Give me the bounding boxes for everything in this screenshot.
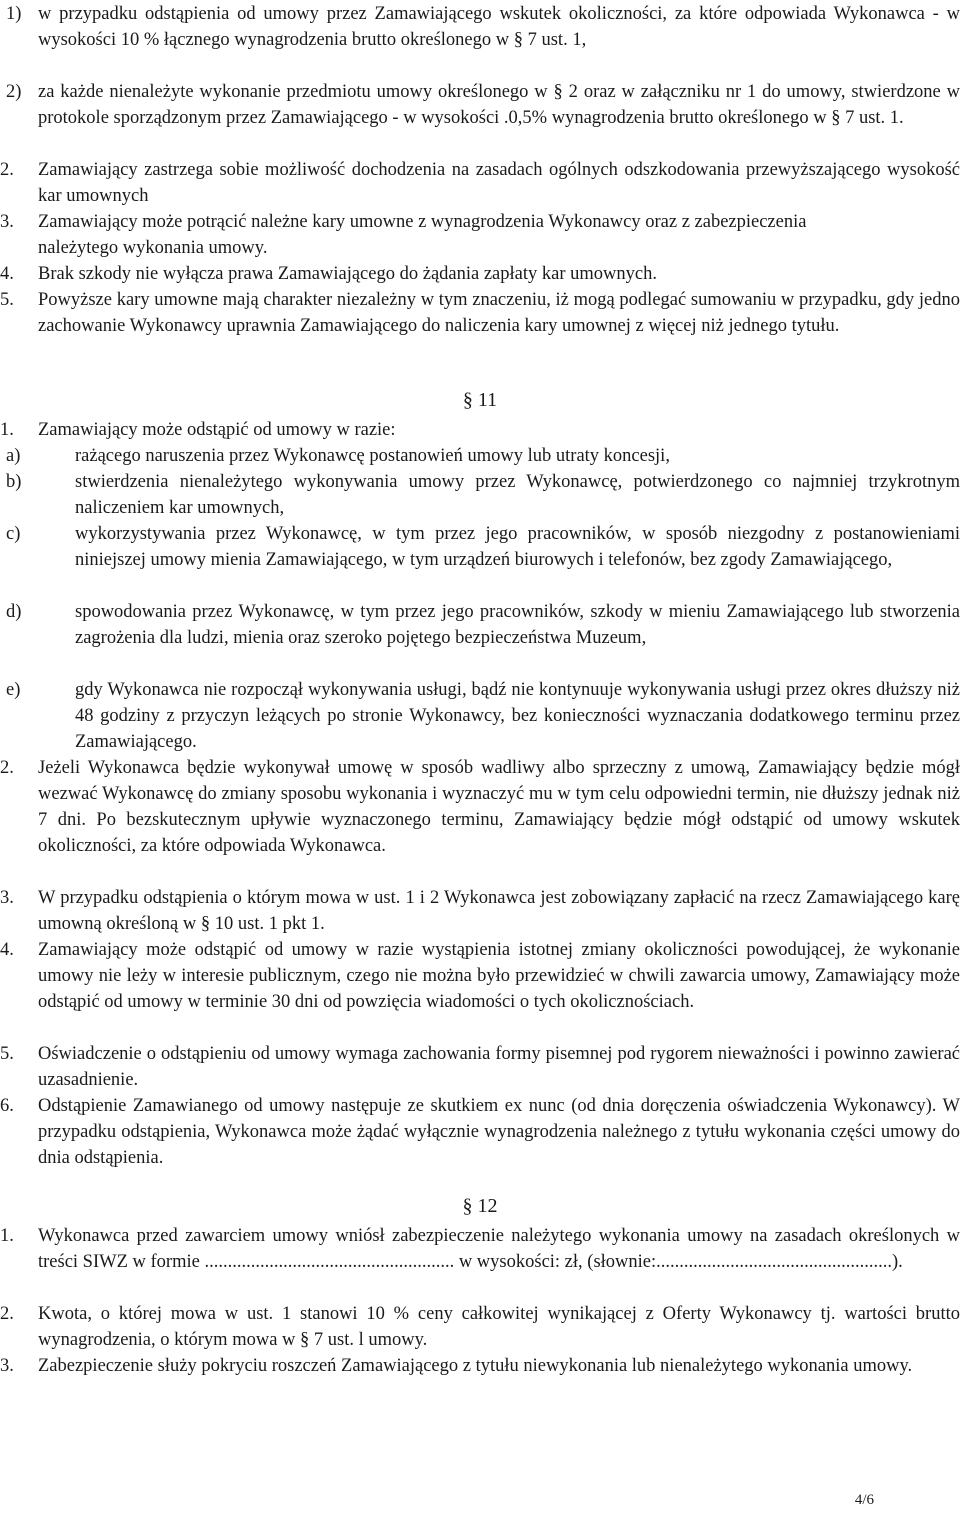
paragraph-text: Wykonawca przed zawarciem umowy wniósł zabezpieczenie należytego wykonania umowy na zasadach określonych w treści SIWZ w formie ...................................................... w wysokości: zł, (słownie:...................................................).	[38, 1226, 960, 1272]
paragraph-number: 1.	[0, 420, 14, 440]
item-text: rażącego naruszenia przez Wykonawcę postanowień umowy lub utraty koncesji,	[75, 446, 670, 466]
paragraph-number: 4.	[0, 940, 14, 960]
paragraph-text: Oświadczenie o odstąpieniu od umowy wymaga zachowania formy pisemnej pod rygorem nieważności i powinno zawierać uzasadnienie.	[38, 1044, 960, 1090]
section-heading: § 11	[462, 389, 498, 411]
section-11	[0, 387, 960, 1171]
section-heading: § 12	[462, 1195, 498, 1217]
paragraph-number: 3.	[0, 1356, 14, 1376]
item-letter: a)	[6, 446, 21, 466]
item-text: w przypadku odstąpienia od umowy przez Zamawiającego wskutek okoliczności, za które odpowiada Wykonawca - w wysokości 10 % łącznego wynagrodzenia brutto określonego w § 7 ust. 1,	[38, 4, 960, 50]
paragraph-number: 4.	[0, 264, 14, 284]
paragraph-number: 6.	[0, 1096, 14, 1116]
item-letter: d)	[6, 602, 22, 622]
item-number: 1)	[6, 4, 22, 24]
paragraph-text: Zamawiający zastrzega sobie możliwość dochodzenia na zasadach ogólnych odszkodowania przewyższającego wysokość kar umownych	[38, 160, 960, 206]
paragraph-number: 5.	[0, 1044, 14, 1064]
list-item	[0, 521, 960, 599]
item-number: 2)	[6, 82, 22, 102]
withdrawal-reasons-list	[0, 443, 960, 755]
paragraph-text: Jeżeli Wykonawca będzie wykonywał umowę w sposób wadliwy albo sprzeczny z umową, Zamawiający będzie mógł wezwać Wykonawcę do zmiany sposobu wykonania i wyznaczyć mu w tym celu odpowiedni termin, nie dłuższy jednak niż 7 dni. Po bezskutecznym upływie wyznaczonego terminu, Zamawiający będzie mógł odstąpić od umowy wskutek okoliczności, za które odpowiada Wykonawca.	[38, 758, 960, 856]
paragraph-text: W przypadku odstąpienia o którym mowa w ust. 1 i 2 Wykonawca jest zobowiązany zapłacić na rzecz Zamawiającego karę umowną określoną w § 10 ust. 1 pkt 1.	[38, 888, 960, 934]
paragraph-text: Zamawiający może potrącić należne kary umowne z wynagrodzenia Wykonawcy oraz z zabezpieczenia należytego wykonania umowy.	[38, 212, 807, 258]
paragraph	[0, 755, 960, 885]
paragraph	[0, 1301, 960, 1353]
paragraph-text: Brak szkody nie wyłącza prawa Zamawiającego do żądania zapłaty kar umownych.	[38, 264, 657, 284]
paragraph-text: Zabezpieczenie służy pokryciu roszczeń Zamawiającego z tytułu niewykonania lub nienależytego wykonania umowy.	[38, 1356, 913, 1376]
list-item	[0, 1, 960, 79]
paragraph	[0, 287, 960, 365]
paragraph-number: 5.	[0, 290, 14, 310]
paragraph-number: 2.	[0, 758, 14, 778]
paragraph	[0, 157, 960, 209]
paragraph-number: 3.	[0, 888, 14, 908]
item-text: za każde nienależyte wykonanie przedmiotu umowy określonego w § 2 oraz w załączniku nr 1 do umowy, stwierdzone w protokole sporządzonym przez Zamawiającego - w wysokości .0,5% wynagrodzenia brutto określonego w § 7 ust. 1.	[38, 82, 960, 128]
section-12	[0, 1193, 960, 1405]
paragraph-text: Zamawiający może odstąpić od umowy w razie wystąpienia istotnej zmiany okoliczności powodującej, że wykonanie umowy nie leży w interesie publicznym, czego nie można było przewidzieć w chwili zawarcia umowy, Zamawiający może odstąpić od umowy w terminie 30 dni od powzięcia wiadomości o tych okolicznościach.	[38, 940, 960, 1012]
item-text: wykorzystywania przez Wykonawcę, w tym przez jego pracowników, w sposób niezgodny z postanowieniami niniejszej umowy mienia Zamawiającego, w tym urządzeń biurowych i telefonów, bez zgody Zamawiającego,	[75, 524, 960, 570]
paragraph-number: 2.	[0, 160, 14, 180]
list-item	[0, 443, 960, 469]
paragraph	[0, 209, 960, 261]
list-item	[0, 79, 960, 157]
paragraph-text: Powyższe kary umowne mają charakter niezależny w tym znaczeniu, iż mogą podlegać sumowaniu w przypadku, gdy jedno zachowanie Wykonawcy uprawnia Zamawiającego do naliczenia kary umownej z więcej niż jednego tytułu.	[38, 290, 960, 336]
item-text: stwierdzenia nienależytego wykonywania umowy przez Wykonawcę, potwierdzonego co najmniej trzykrotnym naliczeniem kar umownych,	[75, 472, 960, 518]
paragraph-number: 2.	[0, 1304, 14, 1324]
page-number: 4/6	[854, 1492, 874, 1508]
item-letter: e)	[6, 680, 21, 700]
paragraph	[0, 261, 960, 287]
paragraph	[0, 937, 960, 1041]
paragraph-text: Odstąpienie Zamawianego od umowy następuje ze skutkiem ex nunc (od dnia doręczenia oświadczenia Wykonawcy). W przypadku odstąpienia, Wykonawca może żądać wyłącznie wynagrodzenia należnego z tytułu wykonania części umowy do dnia odstąpienia.	[38, 1096, 960, 1168]
paragraph-number: 1.	[0, 1226, 14, 1246]
prev-section-paragraphs	[0, 157, 960, 365]
paragraph	[0, 1353, 960, 1405]
paragraph-text: Zamawiający może odstąpić od umowy w razie:	[38, 420, 396, 440]
item-text: spowodowania przez Wykonawcę, w tym przez jego pracowników, szkody w mieniu Zamawiającego lub stworzenia zagrożenia dla ludzi, mienia oraz szeroko pojętego bezpieczeństwa Muzeum,	[75, 602, 960, 648]
prev-section-items	[0, 0, 960, 157]
paragraph-text: Kwota, o której mowa w ust. 1 stanowi 10 % ceny całkowitej wynikającej z Oferty Wykonawcy tj. wartości brutto wynagrodzenia, o którym mowa w § 7 ust. l umowy.	[38, 1304, 960, 1350]
paragraph	[0, 885, 960, 937]
list-item	[0, 599, 960, 677]
paragraph	[0, 1093, 960, 1171]
item-letter: b)	[6, 472, 22, 492]
paragraph-number: 3.	[0, 212, 14, 232]
list-item	[0, 469, 960, 521]
item-letter: c)	[6, 524, 21, 544]
item-text: gdy Wykonawca nie rozpoczął wykonywania usługi, bądź nie kontynuuje wykonywania usługi przez okres dłuższy niż 48 godziny z przyczyn leżących po stronie Wykonawcy, bez konieczności wyznaczania dodatkowego terminu przez Zamawiającego.	[75, 680, 960, 752]
paragraph	[0, 417, 960, 443]
paragraph	[0, 1041, 960, 1093]
list-item	[0, 677, 960, 755]
paragraph	[0, 1223, 960, 1301]
